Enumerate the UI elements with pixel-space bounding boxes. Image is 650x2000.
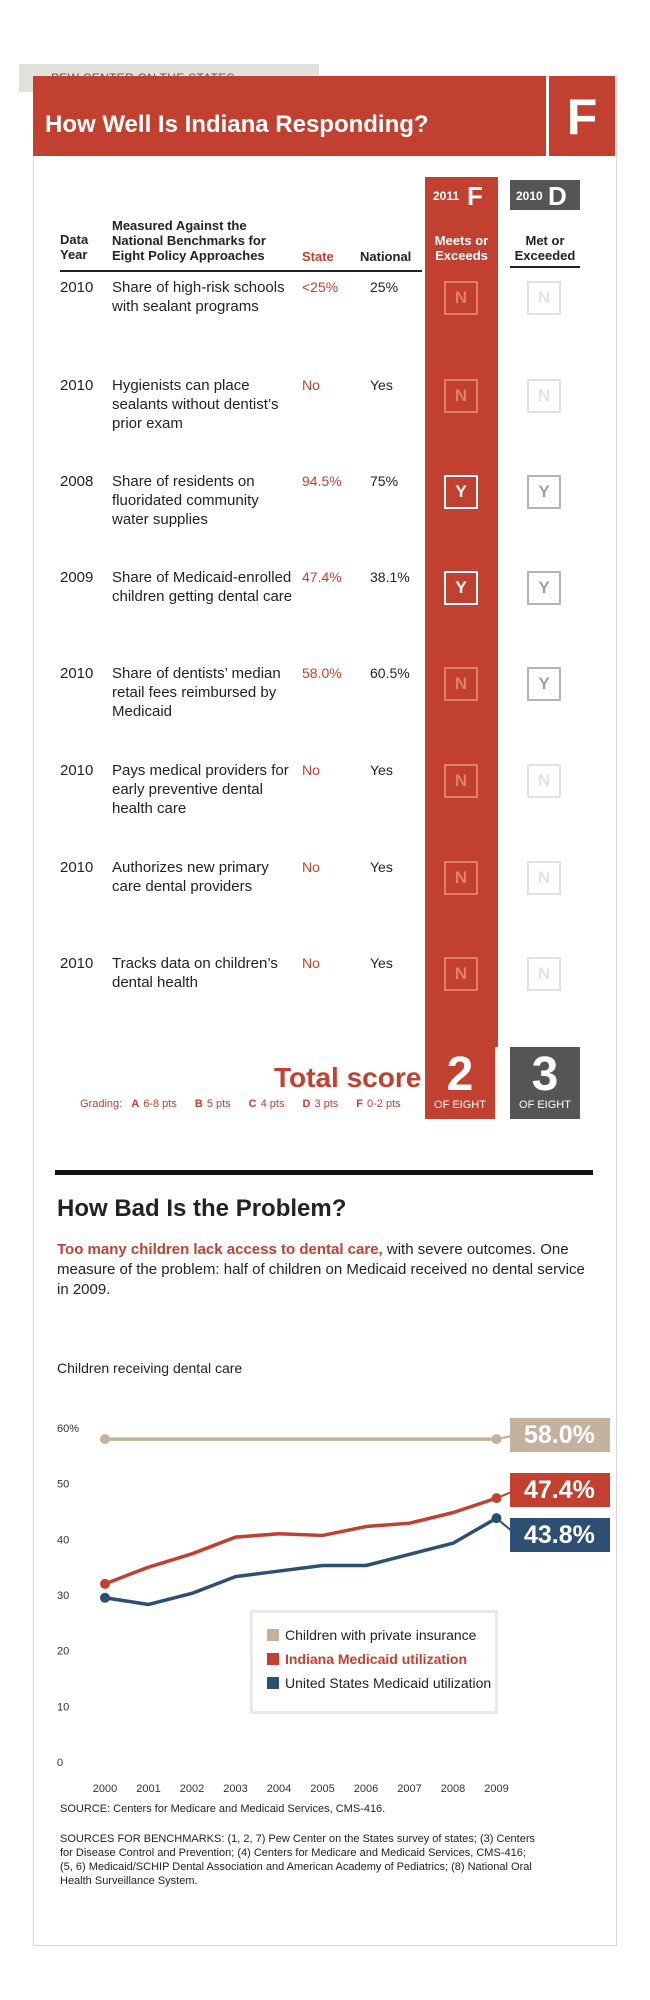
row-measure: Tracks data on children’s dental health	[112, 955, 278, 991]
row-national-value: Yes	[370, 762, 393, 778]
row-measure: Authorizes new primary care dental providers	[112, 859, 269, 895]
legend-swatch-private	[267, 1629, 279, 1641]
row-year: 2010	[60, 859, 94, 876]
col-header-state: State	[302, 249, 334, 264]
y-tick-label: 50	[57, 1478, 70, 1491]
previous-year-badge: N	[527, 379, 561, 413]
row-national-value: Yes	[370, 955, 393, 971]
y-tick-label: 0	[57, 1757, 64, 1769]
current-score-box	[425, 1047, 495, 1119]
y-tick-label: 40	[57, 1534, 70, 1547]
grading-grade: C	[248, 1098, 257, 1110]
row-state-value: 47.4%	[302, 569, 342, 585]
series-line-1	[105, 1498, 497, 1584]
previous-year-badge: Y	[527, 667, 561, 701]
row-national-value: 75%	[370, 473, 399, 489]
row-measure: Pays medical providers for early preventive dental health care	[112, 762, 289, 817]
grading-item	[302, 1098, 338, 1110]
previous-year-label: Met or Exceeded	[514, 233, 576, 263]
grading-grade: B	[194, 1098, 203, 1110]
current-year-badge: N	[444, 764, 478, 798]
previous-year-badge: N	[527, 957, 561, 991]
row-measure: Share of Medicaid-enrolled children getting dental care	[112, 569, 293, 605]
row-measure: Share of dentists’ median retail fees reimbursed by Medicaid	[112, 665, 281, 720]
grading-item	[195, 1098, 231, 1110]
grading-scale	[80, 1098, 401, 1110]
series-start-point-2	[100, 1593, 110, 1603]
legend-label-indiana: Indiana Medicaid utilization	[285, 1651, 468, 1667]
grading-item	[356, 1098, 400, 1110]
legend-private	[267, 1627, 476, 1643]
row-year: 2008	[60, 473, 94, 490]
series-start-point-0	[100, 1434, 110, 1444]
col-header-data-year: Data Year	[60, 232, 89, 262]
row-national-value: Yes	[370, 377, 393, 393]
previous-score-box	[510, 1047, 580, 1119]
grading-points: 3 pts	[314, 1098, 339, 1110]
grading-item	[249, 1098, 285, 1110]
previous-year-badge: N	[527, 861, 561, 895]
current-score: 2	[446, 1048, 474, 1101]
x-tick-label: 2000	[92, 1783, 118, 1795]
current-year-badge: N	[444, 957, 478, 991]
grading-items	[125, 1098, 400, 1110]
row-year: 2010	[60, 762, 94, 779]
y-tick-label: 10	[57, 1701, 70, 1714]
page-title: How Well Is Indiana Responding?	[45, 111, 429, 138]
row-state-value: <25%	[302, 279, 339, 295]
x-tick-label: 2008	[440, 1783, 466, 1795]
current-year-badge: N	[444, 281, 478, 315]
row-year: 2010	[60, 377, 94, 394]
current-year-badge: N	[444, 379, 478, 413]
current-year-badge: N	[444, 861, 478, 895]
y-tick-label: 30	[57, 1590, 70, 1602]
current-year-badge: Y	[444, 475, 478, 509]
chart-legend	[250, 1610, 498, 1714]
y-tick-label: 20	[57, 1645, 70, 1658]
title-banner	[33, 76, 546, 156]
legend-label-private: Children with private insurance	[285, 1627, 477, 1643]
header-rule	[60, 270, 422, 272]
col-header-measured: Measured Against the National Benchmarks for Eight Policy Approaches	[112, 218, 266, 263]
previous-year-rule	[510, 266, 580, 268]
grading-points: 6-8 pts	[143, 1098, 177, 1110]
row-state-value: No	[302, 859, 320, 875]
x-tick-label: 2004	[266, 1783, 292, 1795]
grading-label: Grading:	[80, 1098, 123, 1110]
x-tick-label: 2001	[136, 1783, 161, 1795]
col-header-national: National	[360, 249, 412, 264]
overall-grade: F	[566, 89, 598, 145]
row-national-value: 25%	[370, 279, 399, 295]
row-year: 2010	[60, 665, 94, 682]
previous-year-header	[510, 180, 580, 210]
grading-points: 5 pts	[206, 1098, 231, 1110]
previous-score: 3	[531, 1048, 559, 1101]
row-year: 2009	[60, 569, 94, 586]
row-year: 2010	[60, 955, 94, 972]
row-national-value: 60.5%	[370, 665, 410, 681]
row-measure: Share of high-risk schools with sealant programs	[112, 279, 285, 315]
row-state-value: No	[302, 762, 320, 778]
end-value-flag: 58.0%	[510, 1418, 610, 1452]
current-year-badge: Y	[444, 571, 478, 605]
chart-source: SOURCE: Centers for Medicare and Medicaid Services, CMS-416.	[60, 1803, 386, 1815]
overall-grade-box	[549, 76, 615, 156]
legend-swatch-indiana	[267, 1653, 279, 1665]
grading-grade: A	[131, 1098, 140, 1110]
previous-score-of: OF EIGHT	[519, 1099, 571, 1111]
legend-label-us: United States Medicaid utilization	[285, 1675, 492, 1691]
current-score-of: OF EIGHT	[434, 1099, 486, 1111]
x-tick-label: 2009	[484, 1783, 509, 1795]
previous-year-badge: Y	[527, 475, 561, 509]
row-measure: Share of residents on fluoridated community water supplies	[112, 473, 259, 528]
row-state-value: 58.0%	[302, 665, 342, 681]
previous-year: 2010	[516, 189, 543, 203]
row-state-value: No	[302, 955, 320, 971]
row-national-value: 38.1%	[370, 569, 410, 585]
legend-us	[267, 1675, 491, 1691]
problem-lead-text: with severe outcomes. One measure of the problem: half of children on Medicaid received no dental service in 2009.	[57, 1241, 585, 1298]
row-state-value: No	[302, 377, 320, 393]
current-year-grade: F	[467, 181, 483, 211]
previous-year-grade: D	[548, 181, 567, 211]
x-tick-label: 2006	[353, 1783, 379, 1795]
previous-year-badge: N	[527, 281, 561, 315]
current-year-badge: N	[444, 667, 478, 701]
grading-item	[131, 1098, 177, 1110]
row-state-value: 94.5%	[302, 473, 342, 489]
current-year-header	[425, 180, 498, 210]
row-year: 2010	[60, 279, 94, 296]
end-value-flag: 47.4%	[510, 1473, 610, 1507]
legend-indiana	[267, 1651, 467, 1667]
current-year-label: Meets or Exceeds	[434, 233, 489, 263]
previous-year-badge: Y	[527, 571, 561, 605]
y-tick-label: 60%	[57, 1423, 80, 1435]
previous-year-badge: N	[527, 764, 561, 798]
grading-grade: D	[302, 1098, 311, 1110]
row-national-value: Yes	[370, 859, 393, 875]
problem-lead-highlight: Too many children lack access to dental care,	[57, 1241, 383, 1258]
series-start-point-1	[100, 1579, 110, 1589]
series-end-point-1	[492, 1493, 502, 1503]
chart-title: Children receiving dental care	[57, 1360, 243, 1376]
total-score-label: Total score	[274, 1062, 422, 1093]
legend-swatch-us	[267, 1677, 279, 1689]
benchmark-sources: SOURCES FOR BENCHMARKS: (1, 2, 7) Pew Center on the States survey of states; (3) Centers for Disease Control and Prevention; (4) Centers for Medicare and Medicaid Services, CMS-416; (5, 6) Medicaid/SCHIP Dental Association and American Academy of Pediatrics; (8) National Oral Health Surveillance System.	[60, 1833, 535, 1887]
current-year: 2011	[433, 189, 460, 203]
grading-points: 4 pts	[260, 1098, 285, 1110]
x-tick-label: 2002	[179, 1783, 205, 1795]
problem-lead	[57, 1240, 587, 1300]
row-measure: Hygienists can place sealants without dentist’s prior exam	[112, 377, 279, 432]
x-tick-label: 2005	[310, 1783, 335, 1795]
problem-title: How Bad Is the Problem?	[57, 1195, 347, 1222]
x-tick-label: 2007	[397, 1783, 422, 1795]
grading-points: 0-2 pts	[367, 1098, 401, 1110]
x-tick-label: 2003	[223, 1783, 248, 1795]
grading-grade: F	[356, 1098, 364, 1110]
section-divider	[55, 1170, 593, 1175]
end-value-flag: 43.8%	[510, 1518, 610, 1552]
